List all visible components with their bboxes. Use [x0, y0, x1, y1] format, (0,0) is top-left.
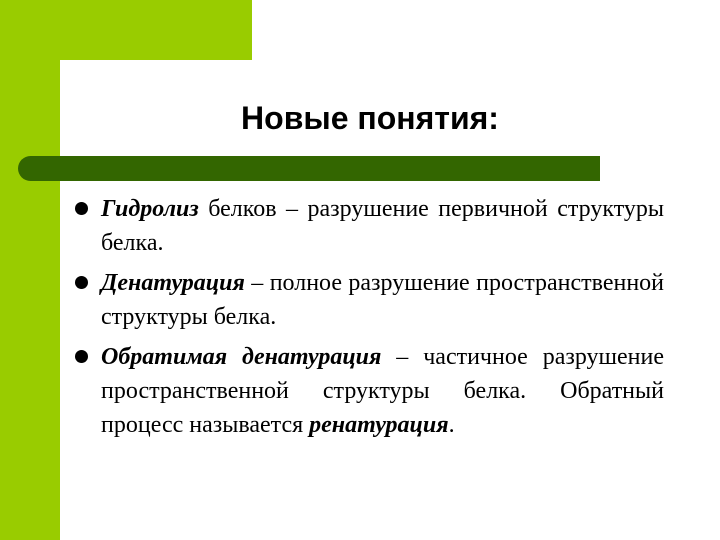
definition-denaturation: – полное разрушение пространственной структуры белка.	[101, 270, 664, 330]
bullet-icon	[75, 202, 88, 215]
term-hydrolysis: Гидролиз	[101, 196, 199, 222]
bullet-item-reversible-denaturation	[74, 340, 664, 442]
bullet-item-hydrolysis	[74, 192, 664, 260]
definition-hydrolysis: белков – разрушение первичной структуры белка.	[101, 196, 664, 256]
slide-title: Новые понятия:	[241, 100, 499, 136]
title-underline-bar	[18, 156, 600, 181]
bullet-icon	[75, 350, 88, 363]
accent-bar-top	[0, 0, 252, 60]
bullet-item-denaturation	[74, 266, 664, 334]
definition-reversible-denaturation: – частичное разрушение пространственной структуры белка. Обратный процесс называется	[101, 344, 664, 438]
bullet-list	[74, 192, 664, 448]
bullet-icon	[75, 276, 88, 289]
term-renaturation: ренатурация	[309, 412, 449, 438]
definition-tail: .	[448, 412, 455, 438]
accent-bar-left	[0, 0, 60, 540]
term-reversible-denaturation: Обратимая денатурация	[101, 344, 382, 370]
term-denaturation: Денатурация	[101, 270, 245, 296]
